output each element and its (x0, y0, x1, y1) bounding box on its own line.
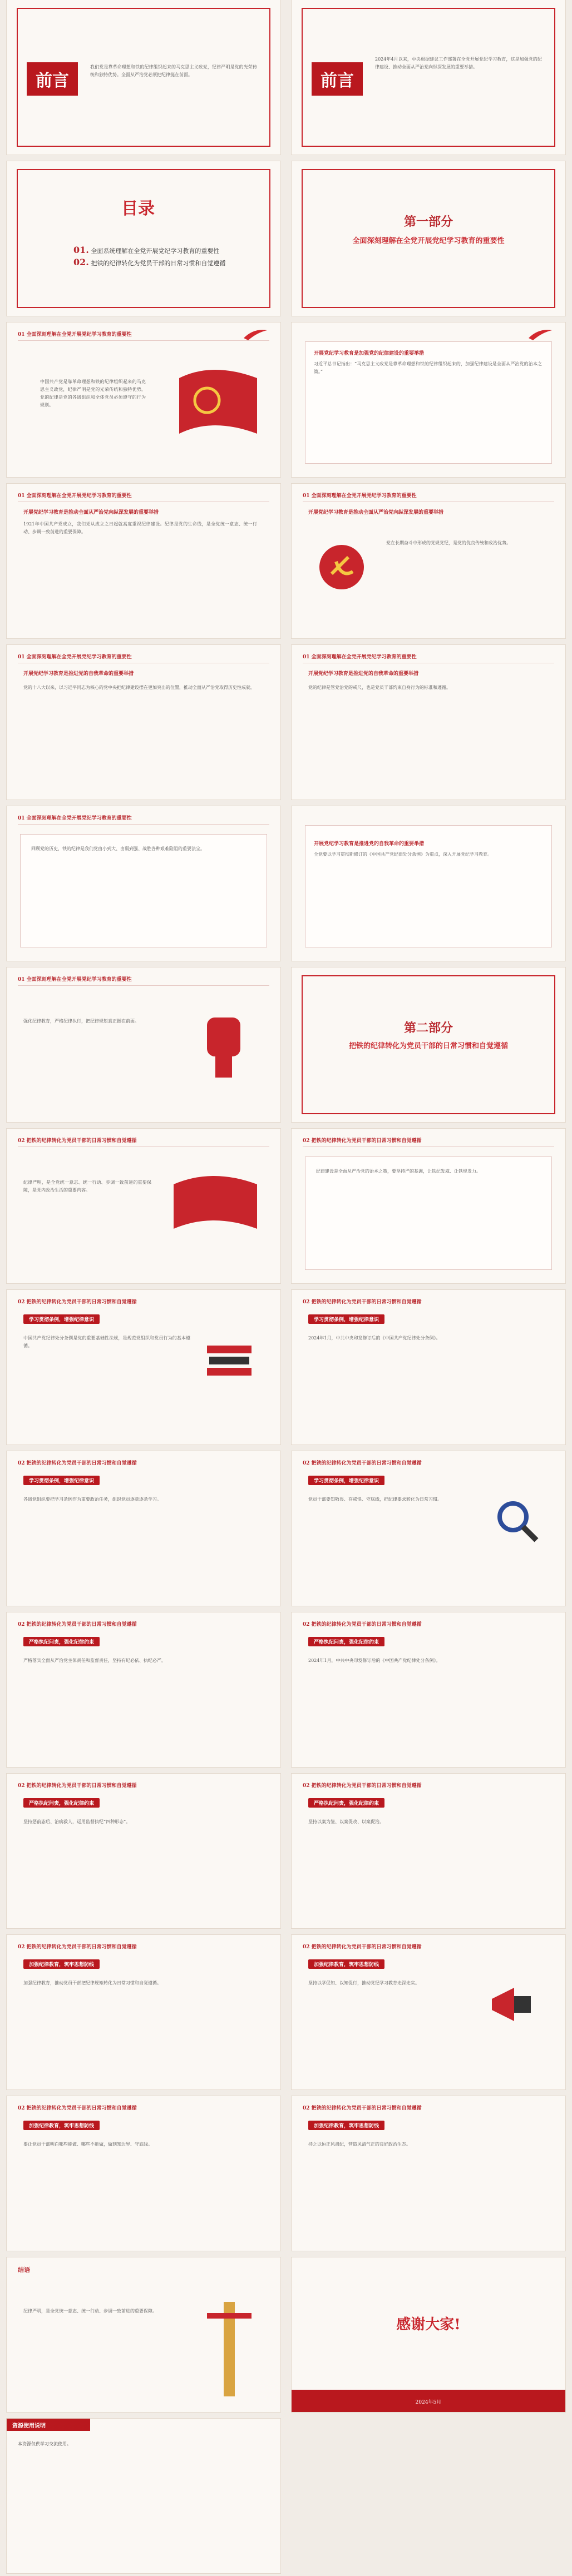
slide-text: 强化纪律教育，严格纪律执行，把纪律规矩真正挺在前面。 (23, 1019, 139, 1024)
slide-header: 02 把铁的纪律转化为党员干部的日常习惯和自觉遵循 (18, 1783, 137, 1789)
thanks-date: 2024年5月 (415, 2400, 442, 2405)
slide-27[interactable] (7, 2096, 280, 2251)
slide-frame (17, 169, 270, 308)
slide-subtitle: 开展党纪学习教育是推动全面从严治党向纵深发展的重要举措 (23, 510, 159, 515)
slide-text: 坚持惩前毖后、治病救人，运用监督执纪“四种形态”。 (23, 1819, 131, 1824)
slide-preface-1[interactable] (7, 0, 280, 155)
slide-text: 纪律建设是全面从严治党的治本之策，要坚持严的基调，让铁纪发威、让铁规发力。 (316, 1169, 481, 1174)
slide-header: 02 把铁的纪律转化为党员干部的日常习惯和自觉遵循 (303, 1783, 422, 1789)
part-title: 第二部分 (403, 1021, 453, 1035)
slide-13[interactable] (7, 967, 280, 1122)
slide-29[interactable] (7, 2257, 280, 2412)
slide-text: 党在长期奋斗中形成的党规党纪，是党的优良传统和政治优势。 (386, 540, 511, 545)
preface-text: 2024年4月以来，中央根据建议工作部署在全党开展党纪学习教育，这是加强党的纪律建设、推动全面从严治党向纵深发展的重要举措。 (375, 57, 542, 70)
slide-10[interactable] (292, 645, 565, 800)
section-box-title: 学习贯彻条例，增强纪律意识 (308, 1314, 384, 1324)
toc-item-1[interactable] (73, 245, 219, 255)
divider (18, 985, 269, 986)
slide-header: 01 全面深刻理解在全党开展党纪学习教育的重要性 (18, 816, 132, 821)
preface-title: 前言 (27, 62, 78, 96)
slide-title: 结语 (18, 2266, 30, 2274)
slide-22[interactable] (292, 1612, 565, 1767)
preface-title: 前言 (312, 62, 363, 96)
slide-text: 党员干部要知敬畏、存戒惧、守底线，把纪律要求转化为日常习惯。 (308, 1497, 442, 1502)
slide-text: 1921年中国共产党成立，我们党从成立之日起就高度重视纪律建设。纪律是党的生命线，是全党统一意志、统一行动、步调一致前进的重要保障。 (23, 522, 257, 534)
toc-item-num: 01. (73, 245, 89, 255)
slide-5[interactable] (7, 322, 280, 477)
section-box-title: 加强纪律教育，筑牢思想防线 (23, 1959, 100, 1969)
toc-item-label: 把铁的纪律转化为党员干部的日常习惯和自觉遵循 (91, 260, 226, 267)
section-box-title: 学习贯彻条例，增强纪律意识 (23, 1476, 100, 1485)
slide-19[interactable] (7, 1451, 280, 1606)
slide-text: 加强纪律教育，推动党员干部把纪律规矩转化为日常习惯和自觉遵循。 (23, 1981, 161, 1986)
slide-header: 02 把铁的纪律转化为党员干部的日常习惯和自觉遵循 (303, 1622, 422, 1627)
part-subtitle: 全面深刻理解在全党开展党纪学习教育的重要性 (352, 237, 505, 245)
section-box-title: 严格执纪问责，强化纪律约束 (308, 1637, 384, 1646)
slide-text: 纪律严明，是全党统一意志、统一行动、步调一致前进的重要保障。 (23, 2309, 157, 2314)
slide-header: 02 把铁的纪律转化为党员干部的日常习惯和自觉遵循 (18, 1622, 137, 1627)
slide-subtitle: 开展党纪学习教育是加强党的纪律建设的重要举措 (314, 351, 425, 356)
slide-31[interactable] (7, 2419, 280, 2573)
slide-text: 中国共产党纪律处分条例是党的重要基础性法规，是规范党组织和党员行为的基本遵循。 (23, 1336, 190, 1348)
slide-header: 01 全面深刻理解在全党开展党纪学习教育的重要性 (18, 977, 132, 982)
slide-7[interactable] (7, 484, 280, 638)
slide-header: 02 把铁的纪律转化为党员干部的日常习惯和自觉遵循 (18, 1944, 137, 1950)
slide-text: 各级党组织要把学习条例作为重要政治任务，组织党员逐章逐条学习。 (23, 1497, 161, 1502)
slide-text: 全党要以学习贯彻新修订的《中国共产党纪律处分条例》为重点，深入开展党纪学习教育。 (314, 852, 492, 857)
slide-text: 严格落实全面从严治党主体责任和监督责任，坚持有纪必依、执纪必严。 (23, 1658, 166, 1663)
slide-part-1[interactable] (292, 161, 565, 316)
slide-header: 02 把铁的纪律转化为党员干部的日常习惯和自觉遵循 (18, 1461, 137, 1466)
toc-item-label: 全面系统理解在全党开展党纪学习教育的重要性 (91, 247, 220, 255)
section-box-title: 学习贯彻条例，增强纪律意识 (308, 1476, 384, 1485)
slide-thanks[interactable] (292, 2257, 565, 2412)
divider (303, 1146, 554, 1147)
content-box (305, 341, 552, 464)
slide-header: 02 把铁的纪律转化为党员干部的日常习惯和自觉遵循 (303, 2106, 422, 2111)
slide-header: 01 全面深刻理解在全党开展党纪学习教育的重要性 (303, 654, 417, 660)
slide-header: 01 全面深刻理解在全党开展党纪学习教育的重要性 (18, 332, 132, 337)
slide-28[interactable] (292, 2096, 565, 2251)
slide-subtitle: 开展党纪学习教育是推动全面从严治党向纵深发展的重要举措 (308, 510, 444, 515)
slide-23[interactable] (7, 1774, 280, 1928)
slide-header: 02 把铁的纪律转化为党员干部的日常习惯和自觉遵循 (303, 1138, 422, 1144)
slide-text: 纪律严明，是全党统一意志、统一行动、步调一致前进的重要保障，是党内政治生活的重要内容。 (23, 1180, 151, 1193)
party-emblem-icon (314, 539, 369, 595)
slide-text: 坚持以案为鉴、以案促改、以案促治。 (308, 1819, 384, 1824)
slide-header: 01 全面深刻理解在全党开展党纪学习教育的重要性 (303, 493, 417, 499)
divider (18, 824, 269, 825)
slide-subtitle: 开展党纪学习教育是推进党的自我革命的重要举措 (23, 671, 134, 677)
slide-6[interactable] (292, 322, 565, 477)
huabiao-pillar-icon (190, 2280, 268, 2402)
party-flag-icon (174, 356, 263, 445)
slide-16[interactable] (292, 1129, 565, 1283)
slide-11[interactable] (7, 806, 280, 961)
section-box-title: 学习贯彻条例，增强纪律意识 (23, 1314, 100, 1324)
section-box-title: 加强纪律教育，筑牢思想防线 (308, 2121, 384, 2130)
slide-part-2[interactable] (292, 967, 565, 1122)
part-title: 第一部分 (403, 215, 453, 229)
thanks-title: 感谢大家! (396, 2316, 461, 2333)
slide-text: 党的纪律是管党治党的戒尺，也是党员干部约束自身行为的标准和遵循。 (308, 685, 451, 690)
toc-item-2[interactable] (73, 257, 225, 267)
divider (18, 340, 269, 341)
slide-header: 02 把铁的纪律转化为党员干部的日常习惯和自觉遵循 (18, 1299, 137, 1305)
slide-header: 02 把铁的纪律转化为党员干部的日常习惯和自觉遵循 (303, 1461, 422, 1466)
slide-20[interactable] (292, 1451, 565, 1606)
slide-text: 2024年1月，中共中央印发修订后的《中国共产党纪律处分条例》。 (308, 1658, 441, 1663)
slide-text: 坚持以学促知、以知促行，推动党纪学习教育走深走实。 (308, 1981, 420, 1986)
book-stack-icon (201, 1334, 257, 1390)
slide-18[interactable] (292, 1290, 565, 1445)
slide-text: 持之以恒正风肃纪，营造风清气正的良好政治生态。 (308, 2142, 411, 2147)
slide-header: 02 把铁的纪律转化为党员干部的日常习惯和自觉遵循 (18, 1138, 137, 1144)
preface-text: 我们党是靠革命理想和铁的纪律组织起来的马克思主义政党，纪律严明是党的光荣传统和独特优势。全面从严治党必须把纪律挺在前面。 (90, 64, 257, 77)
slide-text: 回顾党的历史，铁的纪律是我们党由小到大、由弱到强、战胜各种艰难险阻的重要法宝。 (31, 846, 205, 851)
raised-fist-icon (190, 1006, 257, 1084)
slide-header: 01 全面深刻理解在全党开展党纪学习教育的重要性 (18, 493, 132, 499)
slide-title: 资源使用说明 (12, 2423, 46, 2429)
slide-header: 02 把铁的纪律转化为党员干部的日常习惯和自觉遵循 (18, 2106, 137, 2111)
slide-text: 中国共产党是靠革命理想和铁的纪律组织起来的马克思主义政党，纪律严明是党的光荣传统和独特优势。党的纪律是党的各级组织和全体党员必须遵守的行为规则。 (40, 379, 146, 408)
slide-12[interactable] (292, 806, 565, 961)
section-box-title: 严格执纪问责，强化纪律约束 (23, 1637, 100, 1646)
slide-9[interactable] (7, 645, 280, 800)
section-box-title: 严格执纪问责，强化纪律约束 (23, 1798, 100, 1808)
slide-8[interactable] (292, 484, 565, 638)
section-box-title: 严格执纪问责，强化纪律约束 (308, 1798, 384, 1808)
slide-text: 党的十八大以来，以习近平同志为核心的党中央把纪律建设摆在更加突出的位置，推动全面从严治党取得历史性成就。 (23, 685, 255, 690)
slide-header: 01 全面深刻理解在全党开展党纪学习教育的重要性 (18, 654, 132, 660)
slide-text: 要让党员干部明白哪些能做、哪些不能做，做到知边界、守底线。 (23, 2142, 152, 2147)
toc-item-num: 02. (73, 257, 89, 267)
slide-text: 本资源仅供学习交流使用。 (18, 2441, 71, 2446)
slide-24[interactable] (292, 1774, 565, 1928)
slide-26[interactable] (292, 1935, 565, 2089)
slide-21[interactable] (7, 1612, 280, 1767)
toc-title: 目录 (121, 199, 155, 219)
slide-subtitle: 开展党纪学习教育是推进党的自我革命的重要举措 (308, 671, 419, 677)
slide-header: 02 把铁的纪律转化为党员干部的日常习惯和自觉遵循 (303, 1299, 422, 1305)
magnifier-icon (492, 1496, 542, 1546)
megaphone-icon (486, 1979, 542, 2029)
party-flag-icon (168, 1168, 263, 1240)
slide-15[interactable] (7, 1129, 280, 1283)
divider (18, 1146, 269, 1147)
slide-preface-2[interactable] (292, 0, 565, 155)
part-subtitle: 把铁的纪律转化为党员干部的日常习惯和自觉遵循 (348, 1042, 508, 1050)
slide-toc[interactable] (7, 161, 280, 316)
slide-17[interactable] (7, 1290, 280, 1445)
ribbon-icon (527, 327, 553, 341)
slide-subtitle: 开展党纪学习教育是推进党的自我革命的重要举措 (314, 841, 425, 847)
slide-text: 2024年1月，中共中央印发修订后的《中国共产党纪律处分条例》。 (308, 1336, 441, 1341)
section-box-title: 加强纪律教育，筑牢思想防线 (23, 2121, 100, 2130)
slide-header: 02 把铁的纪律转化为党员干部的日常习惯和自觉遵循 (303, 1944, 422, 1950)
section-box-title: 加强纪律教育，筑牢思想防线 (308, 1959, 384, 1969)
ribbon-icon (243, 327, 268, 341)
slide-25[interactable] (7, 1935, 280, 2089)
slide-text: 习近平总书记指出：“马克思主义政党是靠革命理想和铁的纪律组织起来的，加强纪律建设是全面从严治党的治本之策。” (314, 361, 542, 374)
